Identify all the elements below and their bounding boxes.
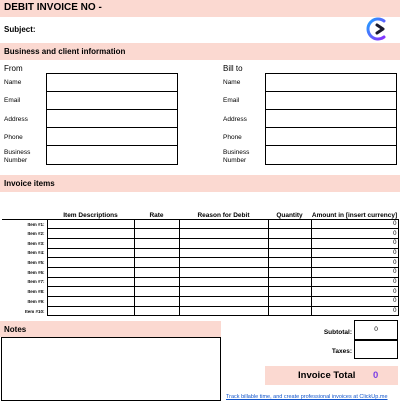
- amount-cell[interactable]: 0: [311, 238, 398, 248]
- items-table: [2, 210, 399, 316]
- from-address-field[interactable]: [46, 109, 178, 128]
- col-item-descriptions: Item Descriptions: [47, 210, 134, 219]
- rate-cell[interactable]: [134, 258, 179, 268]
- clickup-logo-icon: [362, 14, 392, 44]
- business-section-title: Business and client information: [4, 47, 126, 56]
- bill-phone-field[interactable]: [265, 127, 397, 146]
- item-description-cell[interactable]: [47, 219, 134, 229]
- bill-address-field[interactable]: [265, 109, 397, 128]
- quantity-cell[interactable]: [268, 219, 311, 229]
- notes-field[interactable]: [1, 337, 221, 401]
- item-description-cell[interactable]: [47, 238, 134, 248]
- rate-cell[interactable]: [134, 287, 179, 297]
- from-email-label: Email: [4, 97, 21, 104]
- item-description-cell[interactable]: [47, 277, 134, 287]
- notes-band: [0, 321, 221, 337]
- table-row: [2, 219, 398, 229]
- bill-email-label: Email: [223, 97, 240, 104]
- item-description-cell[interactable]: [47, 306, 134, 316]
- col-rate: Rate: [134, 210, 179, 219]
- reason-cell[interactable]: [179, 229, 268, 239]
- items-section-title: Invoice items: [4, 179, 55, 188]
- amount-cell[interactable]: 0: [311, 229, 398, 239]
- quantity-cell[interactable]: [268, 267, 311, 277]
- reason-cell[interactable]: [179, 306, 268, 316]
- amount-cell[interactable]: 0: [311, 297, 398, 307]
- table-row: [2, 258, 398, 268]
- table-row: [2, 248, 398, 258]
- item-label: Item #1:: [2, 219, 47, 229]
- reason-cell[interactable]: [179, 248, 268, 258]
- invoice-total-label: Invoice Total: [298, 370, 356, 381]
- from-phone-label: Phone: [4, 134, 23, 141]
- subtotal-value[interactable]: 0: [354, 320, 398, 340]
- bill-business-number-label: Business Number: [223, 149, 250, 164]
- item-description-cell[interactable]: [47, 267, 134, 277]
- reason-cell[interactable]: [179, 258, 268, 268]
- quantity-cell[interactable]: [268, 287, 311, 297]
- item-description-cell[interactable]: [47, 297, 134, 307]
- title-band: [0, 0, 400, 17]
- rate-cell[interactable]: [134, 248, 179, 258]
- reason-cell[interactable]: [179, 238, 268, 248]
- item-label: Item #6:: [2, 267, 47, 277]
- amount-cell[interactable]: 0: [311, 267, 398, 277]
- quantity-cell[interactable]: [268, 306, 311, 316]
- table-row: [2, 287, 398, 297]
- table-row: [2, 229, 398, 239]
- bill-name-field[interactable]: [265, 73, 397, 92]
- quantity-cell[interactable]: [268, 277, 311, 287]
- from-business-number-label: Business Number: [4, 149, 31, 164]
- item-label: Item #7:: [2, 277, 47, 287]
- rate-cell[interactable]: [134, 267, 179, 277]
- invoice-total-value: 0: [373, 370, 379, 381]
- items-section-band: [0, 175, 400, 192]
- table-row: [2, 238, 398, 248]
- clickup-footer-link[interactable]: Track billable time, and create professional invoices at ClickUp.me: [226, 394, 388, 400]
- subtotal-label: Subtotal:: [323, 329, 352, 336]
- quantity-cell[interactable]: [268, 258, 311, 268]
- item-label: Item #3:: [2, 238, 47, 248]
- col-reason-for-debit: Reason for Debit: [179, 210, 268, 219]
- reason-cell[interactable]: [179, 287, 268, 297]
- item-label: Item #5:: [2, 258, 47, 268]
- item-label: Item #8:: [2, 287, 47, 297]
- amount-cell[interactable]: 0: [311, 277, 398, 287]
- reason-cell[interactable]: [179, 219, 268, 229]
- from-name-label: Name: [4, 79, 22, 86]
- table-row: [2, 297, 398, 307]
- subject-label: Subject:: [4, 25, 36, 34]
- taxes-label: Taxes:: [331, 348, 352, 355]
- taxes-value[interactable]: [354, 340, 398, 359]
- table-row: [2, 277, 398, 287]
- quantity-cell[interactable]: [268, 229, 311, 239]
- rate-cell[interactable]: [134, 219, 179, 229]
- rate-cell[interactable]: [134, 306, 179, 316]
- from-email-field[interactable]: [46, 91, 178, 110]
- bill-business-number-field[interactable]: [265, 145, 397, 165]
- bill-address-label: Address: [223, 116, 247, 123]
- from-business-number-field[interactable]: [46, 145, 178, 165]
- invoice-title: DEBIT INVOICE NO -: [4, 2, 102, 13]
- item-description-cell[interactable]: [47, 287, 134, 297]
- item-description-cell[interactable]: [47, 229, 134, 239]
- rate-cell[interactable]: [134, 229, 179, 239]
- reason-cell[interactable]: [179, 267, 268, 277]
- reason-cell[interactable]: [179, 277, 268, 287]
- business-section-band: [0, 43, 400, 60]
- bill-to-heading: Bill to: [223, 64, 243, 73]
- quantity-cell[interactable]: [268, 297, 311, 307]
- item-label: Item #2:: [2, 229, 47, 239]
- from-heading: From: [4, 64, 23, 73]
- item-label-header: [2, 210, 47, 219]
- col-amount: Amount in [insert currency]: [311, 211, 398, 219]
- item-description-cell[interactable]: [47, 258, 134, 268]
- amount-cell[interactable]: 0: [311, 306, 398, 316]
- bill-name-label: Name: [223, 79, 241, 86]
- rate-cell[interactable]: [134, 297, 179, 307]
- amount-cell[interactable]: 0: [311, 219, 398, 229]
- rate-cell[interactable]: [134, 277, 179, 287]
- table-row: [2, 306, 398, 316]
- item-description-cell[interactable]: [47, 248, 134, 258]
- reason-cell[interactable]: [179, 297, 268, 307]
- item-label: Item #9:: [2, 297, 47, 307]
- from-address-label: Address: [4, 116, 28, 123]
- rate-cell[interactable]: [134, 238, 179, 248]
- col-quantity: Quantity: [268, 210, 311, 219]
- amount-cell[interactable]: 0: [311, 287, 398, 297]
- quantity-cell[interactable]: [268, 238, 311, 248]
- amount-cell[interactable]: 0: [311, 258, 398, 268]
- amount-cell[interactable]: 0: [311, 248, 398, 258]
- from-name-field[interactable]: [46, 73, 178, 92]
- item-label: Item #4:: [2, 248, 47, 258]
- invoice-total-band: [265, 366, 398, 385]
- bill-phone-label: Phone: [223, 134, 242, 141]
- from-phone-field[interactable]: [46, 127, 178, 146]
- table-row: [2, 267, 398, 277]
- bill-email-field[interactable]: [265, 91, 397, 110]
- items-header-row: [2, 210, 398, 219]
- notes-title: Notes: [4, 325, 27, 334]
- item-label: Item #10:: [2, 306, 47, 316]
- quantity-cell[interactable]: [268, 248, 311, 258]
